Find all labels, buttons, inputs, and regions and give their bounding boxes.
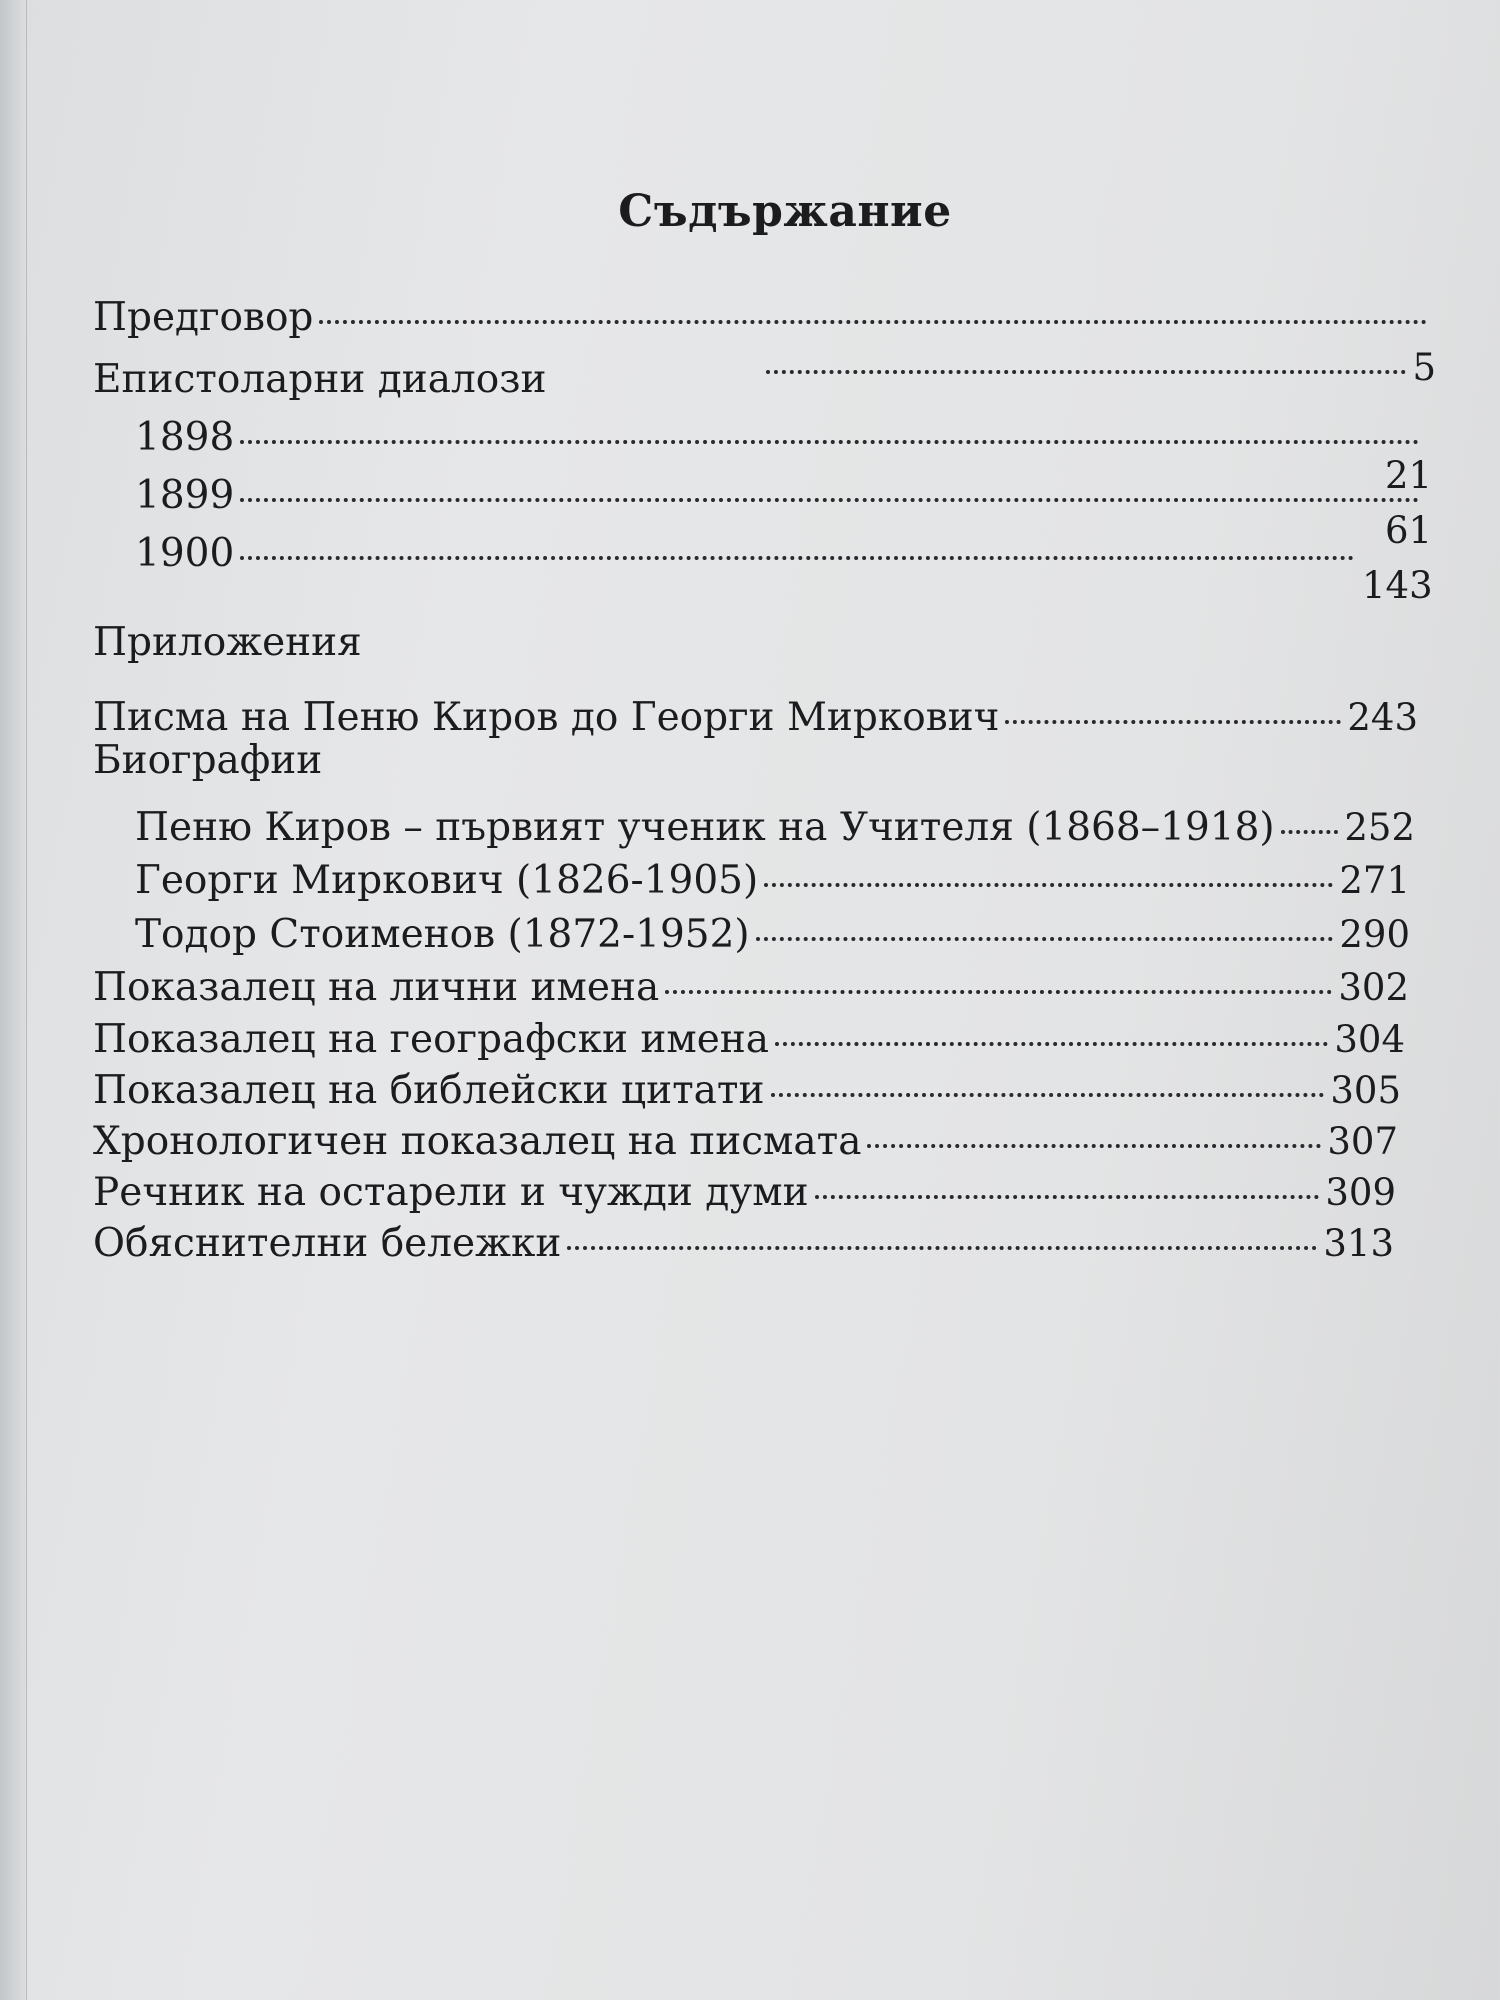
toc-entry-preface [93,294,1433,342]
toc-page-number: 304 [1334,1018,1405,1061]
toc-entry-1898 [135,414,1425,462]
toc-entry-label: Биографии [93,738,323,783]
toc-entry-label: Показалец на географски имена [93,1017,770,1062]
leader-dots [665,990,1332,994]
toc-page-1900 [1362,562,1433,610]
toc-entry-label: Пеню Киров – първият ученик на Учителя (1868–1918) [135,805,1275,850]
toc-entry-personal-names [93,964,1409,1012]
toc-entry-label: 1900 [135,531,235,576]
toc-entry-label: 1899 [135,473,235,518]
leader-dots [240,498,1419,502]
toc-entry-biographies [93,737,322,785]
leader-dots [815,1195,1320,1199]
leader-dots [764,883,1333,887]
toc-entry-1900 [135,530,1360,578]
toc-entry-label: Речник на остарели и чужди думи [93,1170,809,1215]
page-edge [0,0,27,2000]
toc-entry-dialogues-leader [760,344,1436,392]
leader-dots [867,1144,1321,1148]
leader-dots [1005,720,1341,724]
toc-entry-label: Обяснителни бележки [93,1221,562,1266]
toc-entry-label: Георги Миркович (1826-1905) [135,858,759,903]
toc-title: Съдържание [618,186,952,237]
toc-entry-1899 [135,472,1425,520]
toc-page-number: 305 [1330,1069,1401,1112]
toc-entry-label: Хронологичен показалец на писмата [93,1119,862,1164]
toc-page-number: 307 [1327,1120,1398,1163]
toc-page-number: 21 [1385,454,1433,497]
toc-page-number: 143 [1362,564,1433,607]
toc-entry-letters [93,694,1418,742]
toc-entry-label: Тодор Стоименов (1872-1952) [135,912,750,957]
toc-entry-geographic-names [93,1016,1405,1064]
toc-entry-label: 1898 [135,415,235,460]
toc-page-number: 290 [1339,913,1410,956]
toc-page-number: 313 [1323,1222,1394,1265]
leader-dots [1281,830,1339,834]
toc-page-number: 61 [1385,509,1433,552]
toc-entry-dialogues-heading [93,356,547,404]
toc-page-1899 [1385,507,1432,555]
toc-page-number: 309 [1325,1171,1396,1214]
toc-entry-peniu-kirov [135,804,1415,852]
leader-dots [766,370,1406,374]
leader-dots [240,556,1354,560]
toc-entry-georgi-mirkovich [135,857,1410,905]
toc-entry-chronological-index [93,1118,1398,1166]
toc-entry-label: Показалец на библейски цитати [93,1068,765,1113]
toc-page-number: 302 [1338,966,1409,1009]
toc-entry-label: Писма на Пеню Киров до Георги Миркович [93,695,1000,740]
toc-entry-label: Приложения [93,620,362,665]
toc-entry-glossary [93,1169,1396,1217]
toc-page-number: 5 [1412,346,1436,389]
toc-entry-biblical-quotes [93,1067,1401,1115]
leader-dots [756,937,1334,941]
leader-dots [319,320,1427,324]
toc-page-number: 271 [1339,859,1410,902]
toc-entry-label: Епистоларни диалози [93,357,547,402]
toc-page-number: 243 [1347,696,1418,739]
toc-entry-explanatory-notes [93,1220,1394,1268]
toc-entry-appendices [93,619,362,667]
toc-page-number: 252 [1344,806,1415,849]
toc-entry-label: Показалец на лични имена [93,965,660,1010]
leader-dots [240,440,1419,444]
leader-dots [775,1042,1328,1046]
toc-entry-todor-stoimenov [135,911,1410,959]
leader-dots [771,1093,1325,1097]
leader-dots [567,1246,1317,1250]
toc-entry-label: Предговор [93,295,314,340]
